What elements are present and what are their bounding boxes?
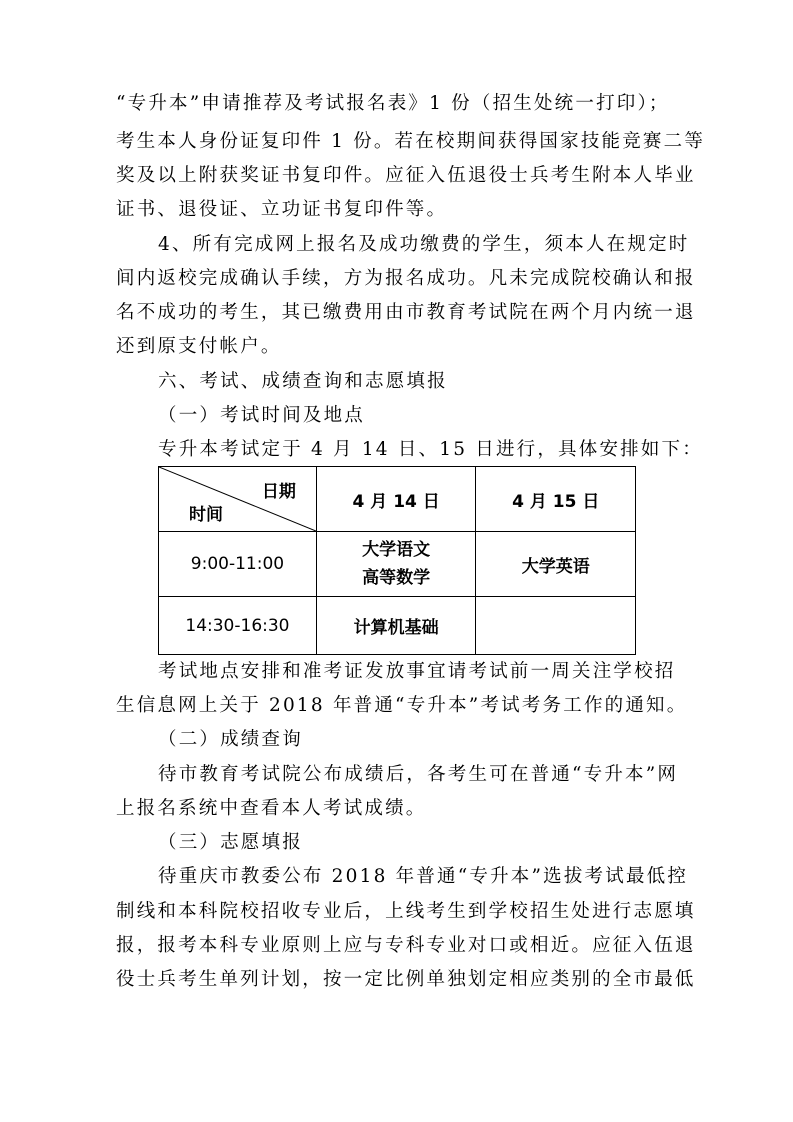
column-header-date: 4 月 14 日	[316, 467, 476, 532]
table-row	[159, 532, 636, 597]
text-line: 还到原支付帐户。	[116, 336, 282, 357]
text-line: 待重庆市教委公布 2018 年普通“专升本”选拔考试最低控	[158, 866, 689, 887]
section-heading: 六、考试、成绩查询和志愿填报	[158, 371, 448, 392]
subject-cell: 高等数学	[362, 568, 431, 588]
text-line: 报，报考本科专业原则上应与专科专业对口或相近。应征入伍退	[116, 935, 696, 956]
header-date-label: 日期	[261, 482, 296, 502]
text-line: 证书、退役证、立功证书复印件等。	[116, 199, 448, 220]
exam-schedule-table	[158, 466, 636, 655]
text-line: 待市教育考试院公布成绩后，各考生可在普通“专升本”网	[158, 764, 679, 785]
text-line: 上报名系统中查看本人考试成绩。	[116, 798, 427, 819]
text-line: 考生本人身份证复印件 1 份。若在校期间获得国家技能竞赛二等	[116, 131, 706, 152]
subject-cell: 大学语文	[362, 540, 431, 560]
text-line: 间内返校完成确认手续，方为报名成功。凡未完成院校确认和报	[116, 268, 696, 289]
text-line: 4、所有完成网上报名及成功缴费的学生，须本人在规定时	[158, 234, 690, 255]
subsection-heading: （三）志愿填报	[158, 832, 303, 853]
text-line: 制线和本科院校招收专业后，上线考生到学校招生处进行志愿填	[116, 901, 696, 922]
text-line: 考试地点安排和准考证发放事宜请考试前一周关注学校招	[158, 661, 676, 682]
table-header-corner	[159, 467, 317, 532]
text-line: “专升本”申请推荐及考试报名表》1 份（招生处统一打印）；	[116, 93, 670, 114]
text-line: 役士兵考生单列计划，按一定比例单独划定相应类别的全市最低	[116, 969, 696, 990]
time-slot: 9:00-11:00	[190, 554, 285, 574]
subject-cell: 计算机基础	[353, 618, 439, 638]
subject-cell: 大学英语	[521, 556, 590, 577]
header-time-label: 时间	[189, 505, 223, 525]
text-line: 名不成功的考生，其已缴费用由市教育考试院在两个月内统一退	[116, 302, 696, 323]
time-slot: 14:30-16:30	[185, 615, 290, 636]
table-row	[159, 597, 636, 655]
text-line: 专升本考试定于 4 月 14 日、15 日进行，具体安排如下：	[158, 439, 703, 460]
subsection-heading: （一）考试时间及地点	[158, 405, 366, 426]
text-line: 奖及以上附获奖证书复印件。应征入伍退役士兵考生附本人毕业	[116, 165, 696, 186]
column-header-date: 4 月 15 日	[476, 467, 636, 532]
subsection-heading: （二）成绩查询	[158, 729, 303, 750]
text-line: 生信息网上关于 2018 年普通“专升本”考试考务工作的通知。	[116, 695, 688, 716]
